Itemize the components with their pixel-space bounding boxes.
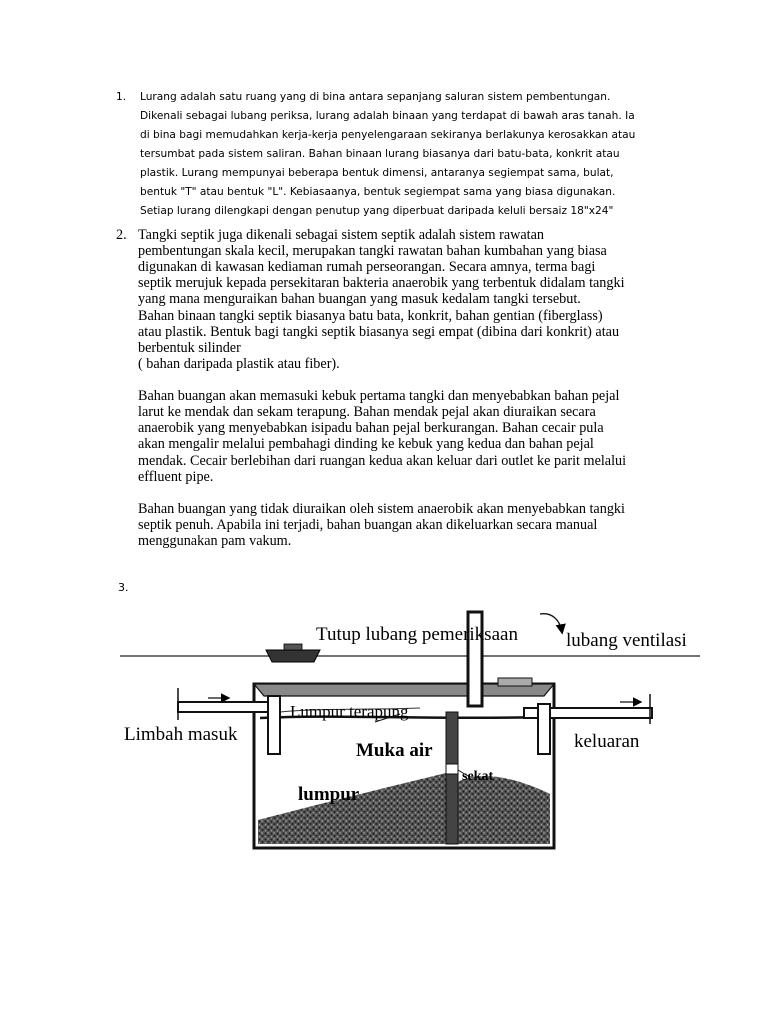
baffle-wall-lower xyxy=(446,772,458,844)
item-3-number: 3. xyxy=(118,581,129,594)
label-water-level: Muka air xyxy=(356,740,433,761)
item-2-line: Bahan buangan akan memasuki kebuk pertama tangki dan menyebabkan bahan pejal xyxy=(138,388,620,404)
item-2-line: yang mana menguraikan bahan buangan yang masuk kedalam tangki tersebut. xyxy=(138,291,581,307)
label-sludge: lumpur xyxy=(298,784,360,805)
inlet-tee xyxy=(268,696,280,754)
label-inlet: Limbah masuk xyxy=(124,724,238,745)
item-2-number: 2. xyxy=(116,227,127,243)
label-floating-sludge: Lumpur terapung xyxy=(290,702,409,721)
item-1-line: Dikenali sebagai lubang periksa, lurang adalah binaan yang terdapat di bawah aras tanah. Ia xyxy=(140,110,635,122)
item-2-line: digunakan di kawasan kediaman rumah perseorangan. Secara amnya, terma bagi xyxy=(138,259,596,275)
item-1-line: Setiap lurang dilengkapi dengan penutup yang diperbuat daripada keluli bersaiz 18"x24" xyxy=(140,205,614,217)
access-hatch xyxy=(498,678,532,686)
inlet-pipe xyxy=(178,702,272,712)
item-2-line: Bahan binaan tangki septik biasanya batu bata, konkrit, bahan gentian (fiberglass) xyxy=(138,308,603,324)
item-2-line: akan mengalir melalui pembahagi dinding ke kebuk yang kedua dan bahan pejal xyxy=(138,436,594,452)
item-1-line: di bina bagi memudahkan kerja-kerja penyelengaraan sekiranya berlakunya kerosakkan atau xyxy=(140,129,636,141)
septic-tank-diagram xyxy=(120,604,710,854)
item-2-line: berbentuk silinder xyxy=(138,340,241,356)
item-2-line: pembentungan skala kecil, merupakan tangki rawatan bahan kumbahan yang biasa xyxy=(138,243,607,259)
baffle-wall xyxy=(446,712,458,772)
label-baffle: sekat xyxy=(462,769,494,784)
item-2-line: ( bahan daripada plastik atau fiber). xyxy=(138,356,340,372)
item-1-line: bentuk "T" atau bentuk "L". Kebiasaanya, bentuk segiempat sama yang biasa digunakan. xyxy=(140,186,616,198)
vent-arrow xyxy=(540,614,562,632)
item-2-line: Bahan buangan yang tidak diuraikan oleh sistem anaerobik akan menyebabkan tangki xyxy=(138,501,625,517)
item-2-line: atau plastik. Bentuk bagi tangki septik biasanya segi empat (dibina dari konkrit) atau xyxy=(138,324,620,340)
label-outlet: keluaran xyxy=(574,731,640,752)
item-2-line: larut ke mendak dan sekam terapung. Bahan mendak pejal akan diuraikan secara xyxy=(138,404,596,420)
item-1-line: Lurang adalah satu ruang yang di bina antara sepanjang saluran sistem pembentungan. xyxy=(140,91,611,103)
item-2-line: septik merujuk kepada persekitaran bakteria anaerobik yang terbentuk didalam tangki xyxy=(138,275,625,291)
item-1-line: plastik. Lurang mempunyai beberapa bentuk dimensi, antaranya segiempat sama, bulat, xyxy=(140,167,614,179)
outlet-tee xyxy=(538,704,550,754)
item-2-line: anaerobik yang menyebabkan isipadu bahan pejal berkurangan. Bahan cecair pula xyxy=(138,420,604,436)
baffle-opening xyxy=(446,764,458,774)
item-1-number: 1. xyxy=(116,91,127,103)
label-vent: lubang ventilasi xyxy=(566,630,687,651)
item-2-line: menggunakan pam vakum. xyxy=(138,533,292,549)
label-cover: Tutup lubang pemeriksaan xyxy=(316,624,518,645)
item-2-line: mendak. Cecair berlebihan dari ruangan kedua akan keluar dari outlet ke parit melalui xyxy=(138,453,627,469)
manhole-lid xyxy=(266,644,320,662)
item-2-line: Tangki septik juga dikenali sebagai sistem septik adalah sistem rawatan xyxy=(138,227,544,243)
item-2-line: effluent pipe. xyxy=(138,469,214,485)
item-1-line: tersumbat pada sistem saliran. Bahan binaan lurang biasanya dari batu-bata, konkrit atau xyxy=(140,148,620,160)
item-2-line: septik penuh. Apabila ini terjadi, bahan buangan akan dikeluarkan secara manual xyxy=(138,517,598,533)
